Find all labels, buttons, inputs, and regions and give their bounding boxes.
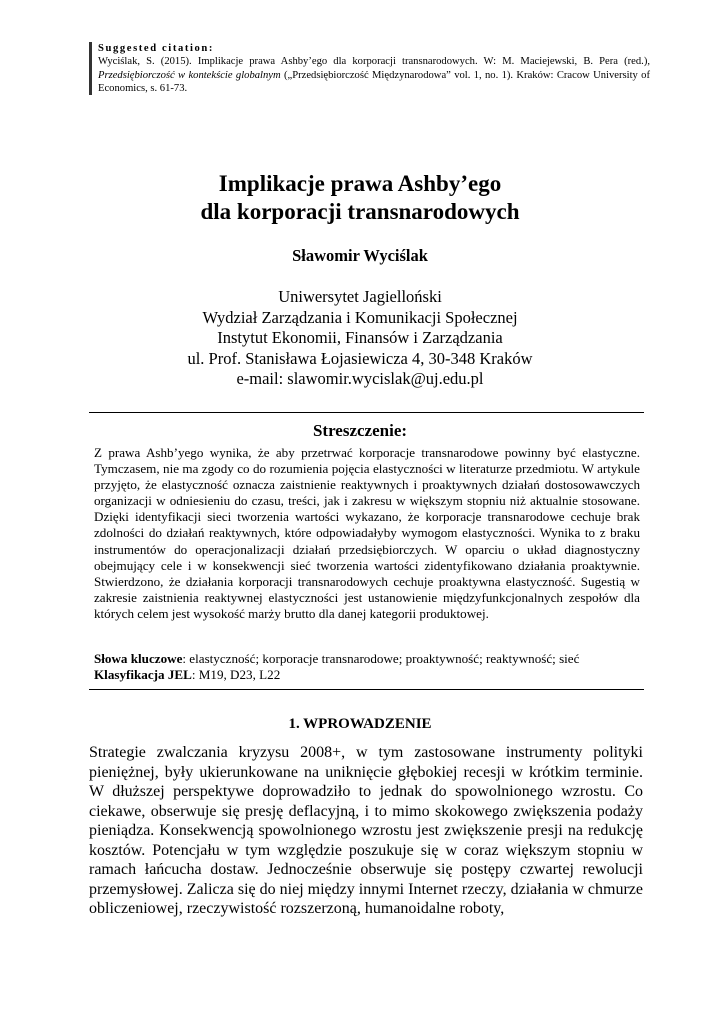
keywords-value: : elastyczność; korporacje transnarodowe; proaktywność; reaktywność; sieć xyxy=(182,651,580,666)
affiliation-email[interactable]: e-mail: slawomir.wycislak@uj.edu.pl xyxy=(236,369,484,388)
section-body-text: Strategie zwalczania kryzysu 2008+, w tym zastosowane instrumenty polityki pieniężnej, były ukierunkowane na uniknięcie głębokiej recesji w krótkim terminie. W dłuższej perspektywe doprowadziło to jednak do spowolnionego wzrostu. Co ciekawe, obserwuje się presję deflacyjną, i to mimo skokowego zwiększenia podaży pieniądza. Konsekwencją spowolnionego wzrostu jest zwiększenie presji na redukcję kosztów. Potencjału w tym względzie poszukuje się w coraz większym stopniu w ramach łańcucha dostaw. Jednocześnie obserwuje się postępy czwartej rewolucji przemysłowej. Zalicza się do niej między innymi Internet rzeczy, działania w chmurze obliczeniowej, rzeczywistość rozszerzoną, humanoidalne roboty, xyxy=(89,744,643,917)
abstract-text: Z prawa Ashb’yego wynika, że aby przetrwać korporacje transnarodowe powinny być elastyczne. Tymczasem, nie ma zgody co do rozumienia pojęcia elastyczności w literaturze przedmiotu. W artykule przyjęto, że elastyczność oznacza zaistnienie reaktywnych i proaktywnych działań dostosowawczych organizacji w odniesieniu do czasu, treści, jak i zakresu w większym stopniu niż aktualnie stosowane. Dzięki identyfikacji sieci tworzenia wartości wykazano, że korporacje transnarodowe cechuje brak zdolności do działań reaktywnych, które odpowiadałyby wymogom elastyczności. Wynika to z braku instrumentów do operacjonalizacji działań przedsiębiorczych. W oparciu o układ diagnostyczny obejmujący cele i w konsekwencji sieć tworzenia wartości zidentyfikowano działania proaktywnie. Stwierdzono, że działania korporacji transnarodowych cechuje proaktywna elastyczność. Sugestią w zakresie zaistnienia reaktywnej elastyczności jest ustanowienie międzyfunkcjonalnych zespołów dla których celem jest wysokość marży brutto dla danej kategorii produktowej. xyxy=(94,445,640,621)
affiliation-faculty: Wydział Zarządzania i Komunikacji Społecznej xyxy=(202,307,518,327)
keywords-label: Słowa kluczowe xyxy=(94,651,183,666)
jel-value: : M19, D23, L22 xyxy=(191,667,281,683)
paper-title xyxy=(80,170,640,226)
affiliation-university: Uniwersytet Jagielloński xyxy=(278,287,442,306)
jel-line xyxy=(94,667,640,683)
affiliation-block xyxy=(80,287,640,390)
abstract-top-rule xyxy=(89,412,644,413)
jel-label: Klasyfikacja JEL xyxy=(94,667,192,683)
author-name: Sławomir Wyciślak xyxy=(292,246,428,265)
abstract-heading: Streszczenie: xyxy=(312,421,408,440)
paper-title-line2: dla korporacji transnarodowych xyxy=(200,199,520,224)
keywords-line xyxy=(94,651,640,667)
abstract-bottom-rule xyxy=(89,689,644,690)
suggested-citation xyxy=(89,42,650,95)
section-heading: 1. WPROWADZENIE xyxy=(288,716,432,732)
affiliation-institute: Instytut Ekonomii, Finansów i Zarządzania xyxy=(217,328,503,347)
citation-text xyxy=(98,55,650,95)
affiliation-address: ul. Prof. Stanisława Łojasiewicza 4, 30-348 Kraków xyxy=(187,348,533,368)
paper-title-line1: Implikacje prawa Ashby’ego xyxy=(218,171,502,196)
citation-book-title: Przedsiębiorczość w kontekście globalnym xyxy=(98,69,281,81)
citation-text-part1: Wyciślak, S. (2015). Implikacje prawa Ashby’ego dla korporacji transnarodowych. W: M. Maciejewski, B. Pera (red.), xyxy=(98,56,650,68)
keywords-block xyxy=(94,651,640,683)
citation-heading: Suggested citation: xyxy=(98,43,215,54)
citation-text-part2: („Przedsiębiorczość Międzynarodowa” vol. 1, no. 1). Kraków: Cracow University of Economics, s. 61-73. xyxy=(98,69,650,94)
